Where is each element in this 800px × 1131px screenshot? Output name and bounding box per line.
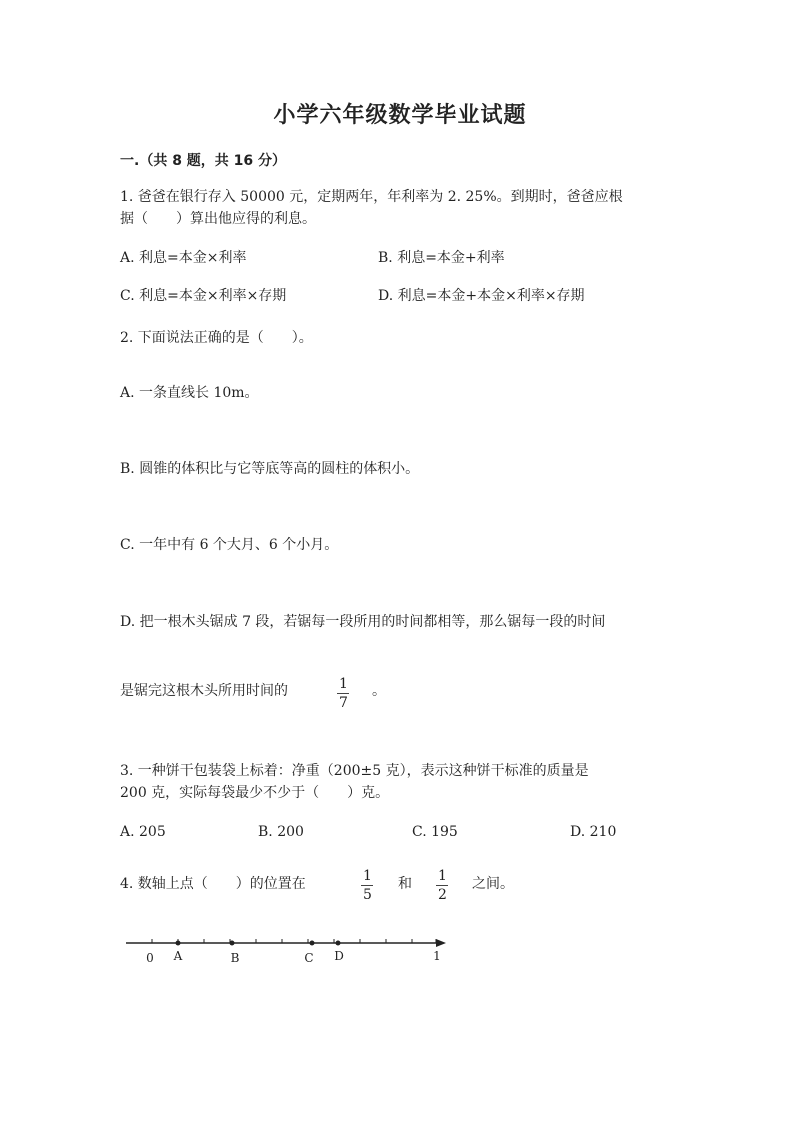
q1-stem-line2: 据（ ）算出他应得的利息。 — [120, 211, 316, 227]
q2-option-c: C. 一年中有 6 个大月、6 个小月。 — [120, 537, 339, 553]
q4-and: 和 — [398, 876, 412, 892]
q2-option-b: B. 圆锥的体积比与它等底等高的圆柱的体积小。 — [120, 461, 420, 477]
page-title: 小学六年级数学毕业试题 — [273, 103, 527, 128]
point-d-dot — [336, 941, 341, 946]
fraction-one-half — [436, 868, 449, 903]
fraction-bar — [361, 885, 373, 886]
label-b: B — [230, 951, 240, 965]
q1-stem-line1: 1. 爸爸在银行存入 50000 元，定期两年，年利率为 2. 25%。到期时，爸爸应根 — [120, 189, 623, 205]
point-b-dot — [230, 941, 235, 946]
q2-option-d-end: 。 — [372, 683, 386, 699]
q2-option-a: A. 一条直线长 10m。 — [120, 385, 259, 401]
point-a-dot — [176, 941, 181, 946]
label-d: D — [334, 949, 344, 963]
q1-option-b: B. 利息=本金+利率 — [378, 250, 505, 266]
fraction-one-seventh — [337, 676, 350, 711]
q1-option-c: C. 利息=本金×利率×存期 — [120, 288, 287, 304]
q3-stem-line1: 3. 一种饼干包装袋上标着：净重（200±5 克），表示这种饼干标准的质量是 — [120, 763, 589, 779]
q3-option-a: A. 205 — [120, 824, 166, 840]
fraction-numerator: 1 — [438, 868, 447, 884]
label-c: C — [304, 951, 314, 965]
q3-option-d: D. 210 — [570, 824, 617, 840]
q2-stem: 2. 下面说法正确的是（ ）。 — [120, 330, 313, 346]
q4-end: 之间。 — [472, 876, 514, 892]
fraction-numerator: 1 — [363, 868, 372, 884]
q4-stem: 4. 数轴上点（ ）的位置在 — [120, 876, 306, 892]
fraction-numerator: 1 — [339, 676, 348, 692]
label-zero: 0 — [146, 951, 154, 965]
fraction-one-fifth — [361, 868, 374, 903]
q3-option-c: C. 195 — [412, 824, 458, 840]
fraction-denominator: 7 — [339, 695, 348, 711]
q1-option-a: A. 利息=本金×利率 — [120, 250, 247, 266]
fraction-denominator: 5 — [363, 887, 372, 903]
section-heading: 一.（共 8 题，共 16 分） — [120, 153, 287, 169]
label-a: A — [173, 949, 183, 963]
fraction-denominator: 2 — [438, 887, 447, 903]
number-line-arrow — [436, 939, 446, 947]
fraction-bar — [337, 693, 349, 694]
point-c-dot — [310, 941, 315, 946]
q1-option-d: D. 利息=本金+本金×利率×存期 — [378, 288, 585, 304]
q2-option-d-cont: 是锯完这根木头所用时间的 — [120, 683, 288, 699]
q3-option-b: B. 200 — [258, 824, 304, 840]
q2-option-d: D. 把一根木头锯成 7 段，若锯每一段所用的时间都相等，那么锯每一段的时间 — [120, 614, 606, 630]
fraction-bar — [436, 885, 448, 886]
number-line-figure — [120, 930, 460, 970]
label-one: 1 — [433, 949, 441, 963]
q3-stem-line2: 200 克，实际每袋最少不少于（ ）克。 — [120, 785, 390, 801]
